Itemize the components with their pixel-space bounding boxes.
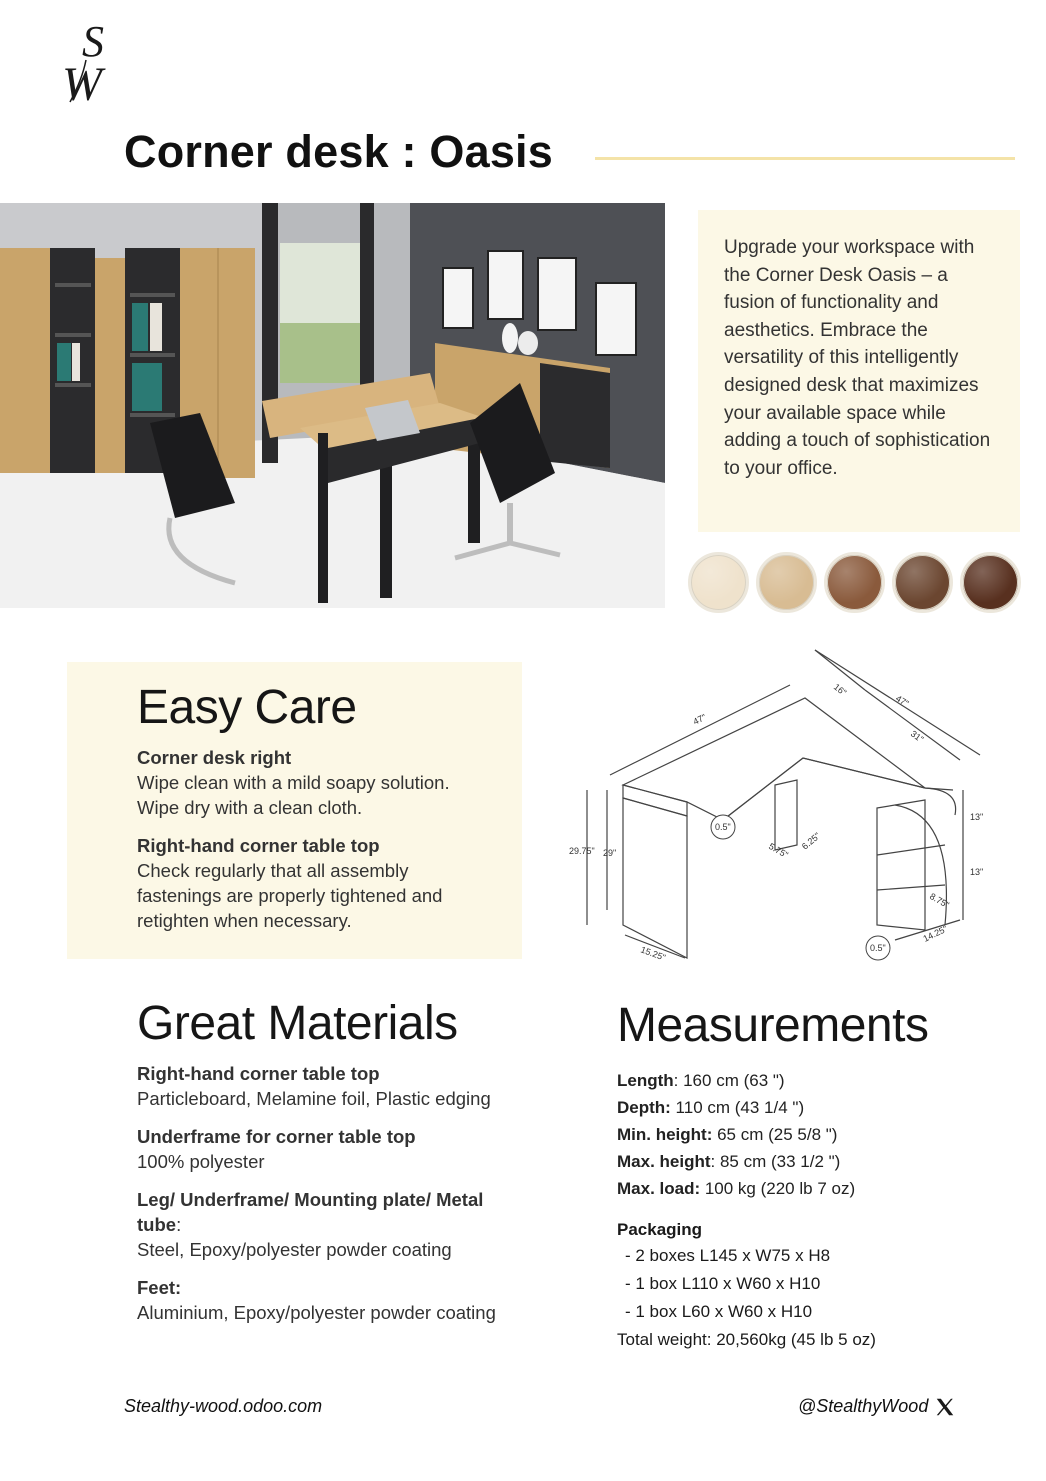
- swatch-espresso[interactable]: [960, 552, 1021, 613]
- dim-label: 0.5": [715, 822, 731, 832]
- swatch-natural-oak[interactable]: [756, 552, 817, 613]
- measurement-label: Max. height: [617, 1152, 711, 1171]
- material-item-text: Particleboard, Melamine foil, Plastic edging: [137, 1088, 491, 1109]
- title-rule: [595, 157, 1015, 160]
- dim-label: 14.25": [921, 923, 949, 944]
- dimension-diagram: [565, 640, 1005, 975]
- material-item-title: Right-hand corner table top: [137, 1063, 380, 1084]
- svg-text:S: S: [82, 20, 104, 66]
- care-item: [137, 833, 522, 933]
- material-item-text: Aluminium, Epoxy/polyester powder coating: [137, 1302, 496, 1323]
- page-title: Corner desk : Oasis: [124, 126, 553, 177]
- dim-label: 5.75": [767, 841, 790, 861]
- dim-label: 13": [970, 867, 984, 877]
- materials-section: [137, 996, 557, 1338]
- material-item-text: Steel, Epoxy/polyester powder coating: [137, 1239, 452, 1260]
- material-item: [137, 1275, 557, 1325]
- measurement-row: [617, 1067, 1017, 1094]
- measurement-row: [617, 1094, 1017, 1121]
- material-item: [137, 1187, 557, 1262]
- dim-label: 31": [908, 728, 926, 745]
- measurement-row: [617, 1148, 1017, 1175]
- dim-label: 29.75": [569, 846, 595, 856]
- care-section: [67, 662, 522, 959]
- dim-label: 6.25": [799, 830, 823, 852]
- dim-label: 0.5": [870, 943, 886, 953]
- material-item-title: Underframe for corner table top: [137, 1126, 416, 1147]
- material-item-text: 100% polyester: [137, 1151, 265, 1172]
- measurement-value: 100 kg (220 lb 7 oz): [700, 1179, 856, 1198]
- office-photo: [0, 203, 665, 608]
- dim-label: 16": [831, 681, 849, 698]
- measurements-heading: Measurements: [617, 999, 929, 1052]
- material-item-title: Feet:: [137, 1277, 182, 1298]
- materials-heading: Great Materials: [137, 997, 458, 1050]
- measurements-section: [617, 998, 1017, 1353]
- measurement-value: : 85 cm (33 1/2 "): [710, 1152, 841, 1171]
- care-item-title: Corner desk right: [137, 747, 292, 768]
- measurement-label: Min. height:: [617, 1125, 713, 1144]
- brand-logo: [56, 20, 128, 108]
- measurement-label: Max. load:: [617, 1179, 701, 1198]
- packaging-item: - 1 box L110 x W60 x H10: [625, 1274, 821, 1293]
- measurement-row: [617, 1175, 1017, 1202]
- measurement-value: 65 cm (25 5/8 "): [712, 1125, 838, 1144]
- dim-label: 47": [893, 693, 911, 709]
- material-item: [137, 1061, 557, 1111]
- measurement-value: : 160 cm (63 "): [673, 1071, 785, 1090]
- dim-label: 15.25": [639, 944, 667, 963]
- measurement-label: Length: [617, 1071, 674, 1090]
- total-weight: Total weight: 20,560kg (45 lb 5 oz): [617, 1330, 876, 1349]
- material-item-title-suffix: :: [176, 1214, 182, 1235]
- packaging-title: Packaging: [617, 1220, 703, 1239]
- care-item-text: Wipe clean with a mild soapy solution. Wipe dry with a clean cloth.: [137, 772, 450, 818]
- measurement-row: [617, 1121, 1017, 1148]
- swatch-dark-walnut[interactable]: [892, 552, 953, 613]
- swatch-light-oak[interactable]: [688, 552, 749, 613]
- swatch-walnut[interactable]: [824, 552, 885, 613]
- dim-label: 8.75": [928, 891, 951, 911]
- measurement-value: 110 cm (43 1/4 "): [670, 1098, 805, 1117]
- intro-text: Upgrade your workspace with the Corner Desk Oasis – a fusion of functionality and aesthetics. Embrace the versatility of this intelligently designed desk that maximizes your available space while adding a touch of sophistication to your office.: [724, 237, 991, 479]
- finish-swatches: [688, 552, 1021, 613]
- care-item-text: Check regularly that all assembly fastenings are properly tightened and retighten when necessary.: [137, 860, 443, 931]
- dim-label: 47": [691, 712, 708, 727]
- intro-card: [698, 210, 1020, 532]
- packaging-item: - 1 box L60 x W60 x H10: [625, 1302, 813, 1321]
- svg-text:W: W: [62, 58, 102, 108]
- dim-label: 29": [603, 848, 617, 858]
- x-logo-icon[interactable]: [934, 1396, 956, 1418]
- care-item: [137, 745, 522, 820]
- material-item: [137, 1124, 557, 1174]
- material-item-title: [137, 1187, 517, 1237]
- dim-label: 13": [970, 812, 984, 822]
- measurement-label: Depth:: [617, 1098, 671, 1117]
- material-item-title-text: Leg/ Underframe/ Mounting plate/ Metal tube: [137, 1189, 484, 1235]
- packaging-item: - 2 boxes L145 x W75 x H8: [625, 1246, 831, 1265]
- care-heading: Easy Care: [137, 681, 357, 734]
- social-handle[interactable]: @StealthyWood: [798, 1396, 929, 1416]
- care-item-title: Right-hand corner table top: [137, 835, 380, 856]
- website-link[interactable]: Stealthy-wood.odoo.com: [124, 1396, 323, 1416]
